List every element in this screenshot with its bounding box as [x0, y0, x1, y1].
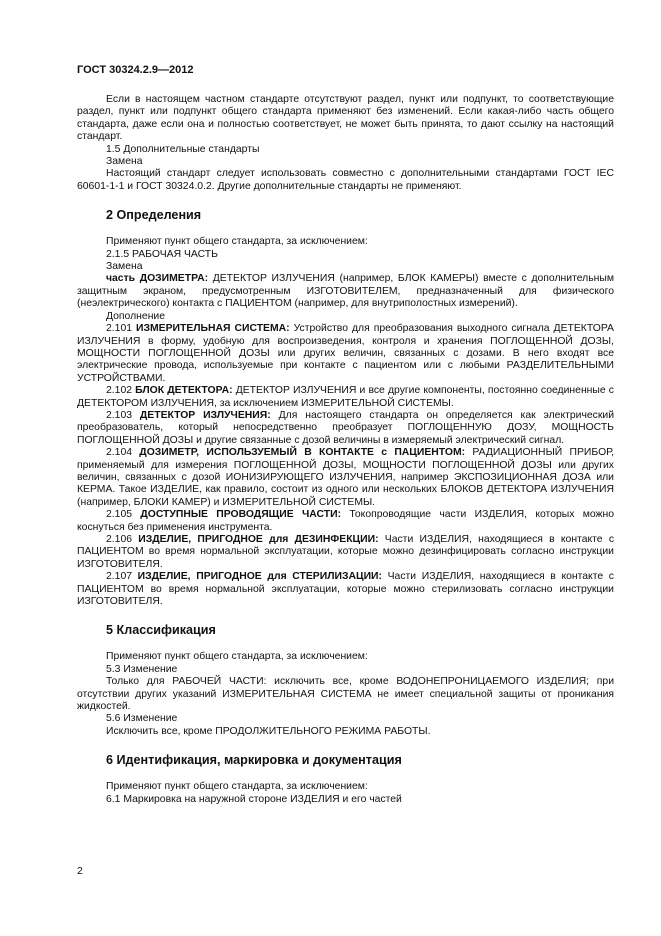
clause-2-1-5-replace: Замена [106, 261, 143, 273]
definition-2-104 [77, 447, 614, 509]
definition-2-107 [77, 571, 614, 608]
definition-term: ИЗДЕЛИЕ, ПРИГОДНОЕ для СТЕРИЛИЗАЦИИ: [137, 571, 382, 583]
definition-term: ДЕТЕКТОР ИЗЛУЧЕНИЯ: [139, 409, 271, 421]
definition-number: 2.101 [106, 323, 137, 335]
document-body [77, 94, 614, 806]
intro-paragraph: Если в настоящем частном стандарте отсутствуют раздел, пункт или подпункт, то соответствующие раздел, пункт или подпункт общего стандарта применяют без изменений. Если какая-либо часть общего стандарта, даже если она и полностью соответствует, не может быть принята, то дают ссылку на настоящий стандарт. [77, 94, 614, 143]
definition-text: ДЕТЕКТОР ИЗЛУЧЕНИЯ и все другие компоненты, постоянно соединенные с ДЕТЕКТОРОМ ИЗЛУЧЕНИЯ, за исключением ИЗМЕРИТЕЛЬНОЙ СИСТЕМЫ. [77, 385, 614, 409]
clause-5-3-text: Только для РАБОЧЕЙ ЧАСТИ: исключить все, кроме ВОДОНЕПРОНИЦАЕМОГО ИЗДЕЛИЯ; при отсутствии других указаний ИЗМЕРИТЕЛЬНАЯ СИСТЕМА не имеет специальной защиты от проникания жидкостей. [77, 676, 614, 713]
definition-text: Для настоящего стандарта он определяется как электрический преобразователь, который непосредственно преобразует ПОГЛОЩЕННУЮ ДОЗУ, МОЩНОСТЬ ПОГЛОЩЕННОЙ ДОЗЫ и другие связанные с дозой величины в измеряемый электрический сигнал. [77, 409, 614, 446]
definition-2-102 [77, 385, 614, 410]
definition-text: Устройство для преобразования выходного сигнала ДЕТЕКТОРА ИЗЛУЧЕНИЯ в форму, удобную для воспроизведения, контроля и хранения ПОГЛОЩЕННОЙ ДОЗЫ, МОЩНОСТИ ПОГЛОЩЕННОЙ ДОЗЫ или других величин, связанных с дозами. В него входят все электрические провода, используемые при контакте с пациентом или с любыми РАЗДЕЛИТЕЛЬНЫМИ УСТРОЙСТВАМИ. [77, 323, 614, 384]
definition-2-106 [77, 534, 614, 571]
clause-5-6-text: Исключить все, кроме ПРОДОЛЖИТЕЛЬНОГО РЕЖИМА РАБОТЫ. [106, 725, 431, 737]
definition-term: БЛОК ДЕТЕКТОРА: [135, 385, 233, 397]
definition-number: 2.105 [106, 509, 141, 521]
definition-text: Токопроводящие части ИЗДЕЛИЯ, которых можно коснуться без применения инструмента. [77, 509, 614, 533]
definition-term: часть ДОЗИМЕТРА: [106, 273, 209, 285]
definition-text: Части ИЗДЕЛИЯ, находящиеся в контакте с ПАЦИЕНТОМ во время нормальной эксплуатации, которые можно дезинфицировать согласно инструкции ИЗГОТОВИТЕЛЯ. [77, 534, 615, 570]
definition-2-103 [77, 410, 614, 447]
page-number: 2 [77, 866, 83, 877]
clause-2-1-5-title: 2.1.5 РАБОЧАЯ ЧАСТЬ [106, 248, 218, 260]
section-5-intro: Применяют пункт общего стандарта, за исключением: [106, 651, 368, 663]
definition-text: ДЕТЕКТОР ИЗЛУЧЕНИЯ (например, БЛОК КАМЕРЫ) вместе с дополнительным защитным экраном, предусмотренным ИЗГОТОВИТЕЛЕМ, предназначенный для физического (неэлектрического) контакта с ПАЦИЕНТОМ (например, для внутриполостных измерений). [77, 273, 614, 310]
clause-5-3-title: 5.3 Изменение [106, 663, 178, 675]
definition-term: ИЗДЕЛИЕ, ПРИГОДНОЕ для ДЕЗИНФЕКЦИИ: [138, 534, 379, 545]
definition-term: ДОЗИМЕТР, ИСПОЛЬЗУЕМЫЙ В КОНТАКТЕ с ПАЦИЕНТОМ: [139, 447, 466, 459]
definition-number: 2.102 [106, 385, 136, 397]
definition-text: РАДИАЦИОННЫЙ ПРИБОР, применяемый для измерения ПОГЛОЩЕННОЙ ДОЗЫ, МОЩНОСТИ ПОГЛОЩЕННОЙ ДОЗЫ или других величин, связанных с дозой ИОНИЗИРУЮЩЕГО ИЗЛУЧЕНИЯ, например ЭКСПОЗИЦИОННАЯ ДОЗА или КЕРМА. Такое ИЗДЕЛИЕ, как правило, состоит из одного или нескольких БЛОКОВ ДЕТЕКТОРА ИЗЛУЧЕНИЯ (например, БЛОКИ КАМЕР) и ИЗМЕРИТЕЛЬНОЙ СИСТЕМЫ. [77, 447, 615, 508]
clause-1-5-title: 1.5 Дополнительные стандарты [106, 143, 260, 155]
definition-2-1-5 [77, 273, 614, 310]
definition-term: ДОСТУПНЫЕ ПРОВОДЯЩИЕ ЧАСТИ: [140, 509, 342, 521]
clause-1-5-replace: Замена [106, 156, 143, 168]
definition-number: 2.107 [106, 571, 138, 583]
clause-addition: Дополнение [106, 310, 166, 322]
section-6-heading: 6 Идентификация, маркировка и документация [106, 753, 402, 768]
document-id-header: ГОСТ 30324.2.9—2012 [77, 64, 194, 76]
definition-text: Части ИЗДЕЛИЯ, находящиеся в контакте с ПАЦИЕНТОМ во время нормальной эксплуатации, которые можно стерилизовать согласно инструкции ИЗГОТОВИТЕЛЯ. [77, 571, 614, 608]
definition-2-101 [77, 323, 614, 385]
section-5-heading: 5 Классификация [106, 623, 216, 638]
definition-number: 2.103 [106, 409, 140, 421]
section-2-intro: Применяют пункт общего стандарта, за исключением: [106, 236, 368, 248]
clause-1-5-text: Настоящий стандарт следует использовать совместно с дополнительными стандартами ГОСТ IEC 60601-1-1 и ГОСТ 30324.0.2. Другие дополнительные стандарты не применяют. [77, 168, 614, 192]
definition-number: 2.104 [106, 447, 140, 459]
section-6-intro: Применяют пункт общего стандарта, за исключением: [106, 781, 368, 793]
clause-5-6-title: 5.6 Изменение [106, 713, 178, 725]
definition-number: 2.106 [106, 534, 139, 545]
clause-6-1-title: 6.1 Маркировка на наружной стороне ИЗДЕЛИЯ и его частей [106, 793, 402, 805]
section-2-heading: 2 Определения [106, 208, 202, 223]
definition-2-105 [77, 509, 614, 534]
definition-term: ИЗМЕРИТЕЛЬНАЯ СИСТЕМА: [136, 323, 290, 335]
